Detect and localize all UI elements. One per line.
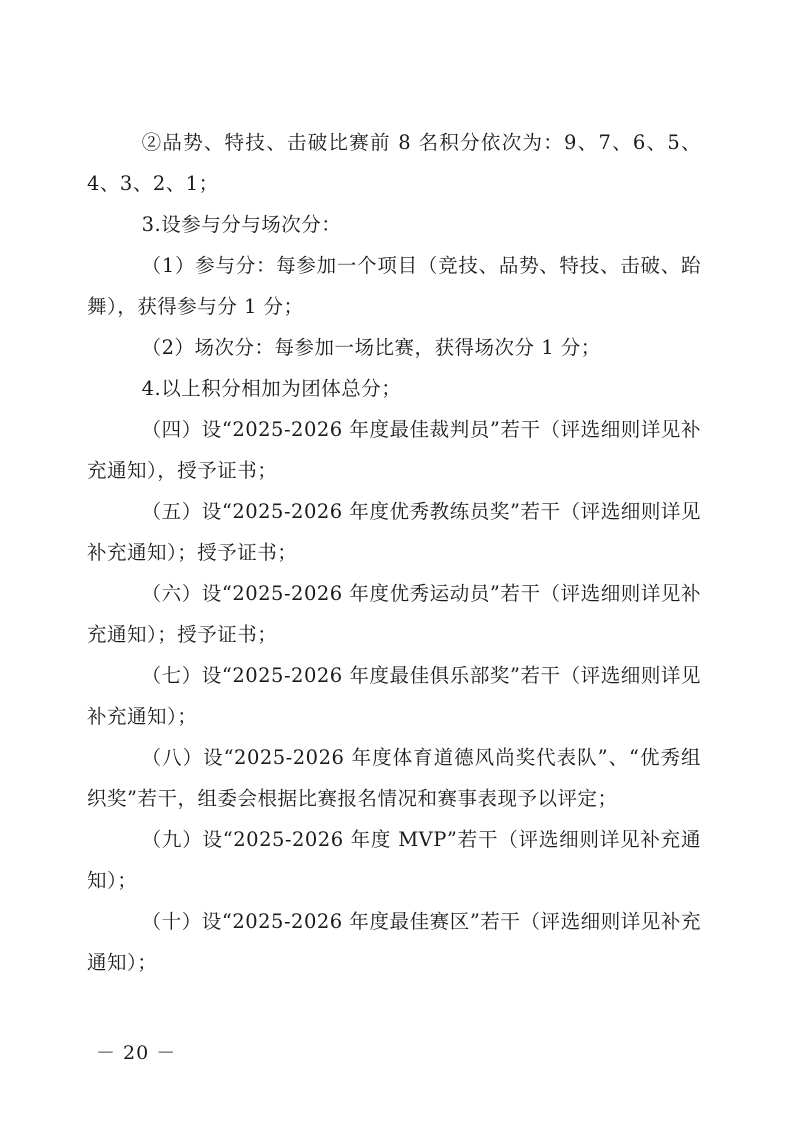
paragraph: ②品势、特技、击破比赛前 8 名积分依次为：9、7、6、5、4、3、2、1； — [87, 131, 701, 195]
paragraph: 3.设参与分与场次分： — [141, 213, 342, 236]
paragraph: （八）设“2025-2026 年度体育道德风尚奖代表队”、“优秀组织奖”若干，组委会根据比赛报名情况和赛事表现予以评定； — [87, 746, 701, 810]
paragraph: （1）参与分：每参加一个项目（竞技、品势、特技、击破、跆舞），获得参与分 1 分； — [87, 254, 701, 318]
page-number: － 20 － — [96, 1042, 177, 1064]
paragraph: （七）设“2025-2026 年度最佳俱乐部奖”若干（评选细则详见补充通知）； — [87, 664, 701, 728]
document-body — [87, 122, 701, 983]
paragraph: （十）设“2025-2026 年度最佳赛区”若干（评选细则详见补充通知）； — [87, 910, 701, 974]
paragraph: （九）设“2025-2026 年度 MVP”若干（评选细则详见补充通知）； — [87, 828, 701, 892]
paragraph: （2）场次分：每参加一场比赛，获得场次分 1 分； — [141, 336, 601, 359]
paragraph: （四）设“2025-2026 年度最佳裁判员”若干（评选细则详见补充通知），授予证书； — [87, 418, 701, 482]
paragraph: 4.以上积分相加为团体总分； — [141, 377, 402, 400]
paragraph: （五）设“2025-2026 年度优秀教练员奖”若干（评选细则详见补充通知）；授予证书； — [87, 500, 701, 564]
paragraph: （六）设“2025-2026 年度优秀运动员”若干（评选细则详见补充通知）；授予证书； — [87, 582, 701, 646]
